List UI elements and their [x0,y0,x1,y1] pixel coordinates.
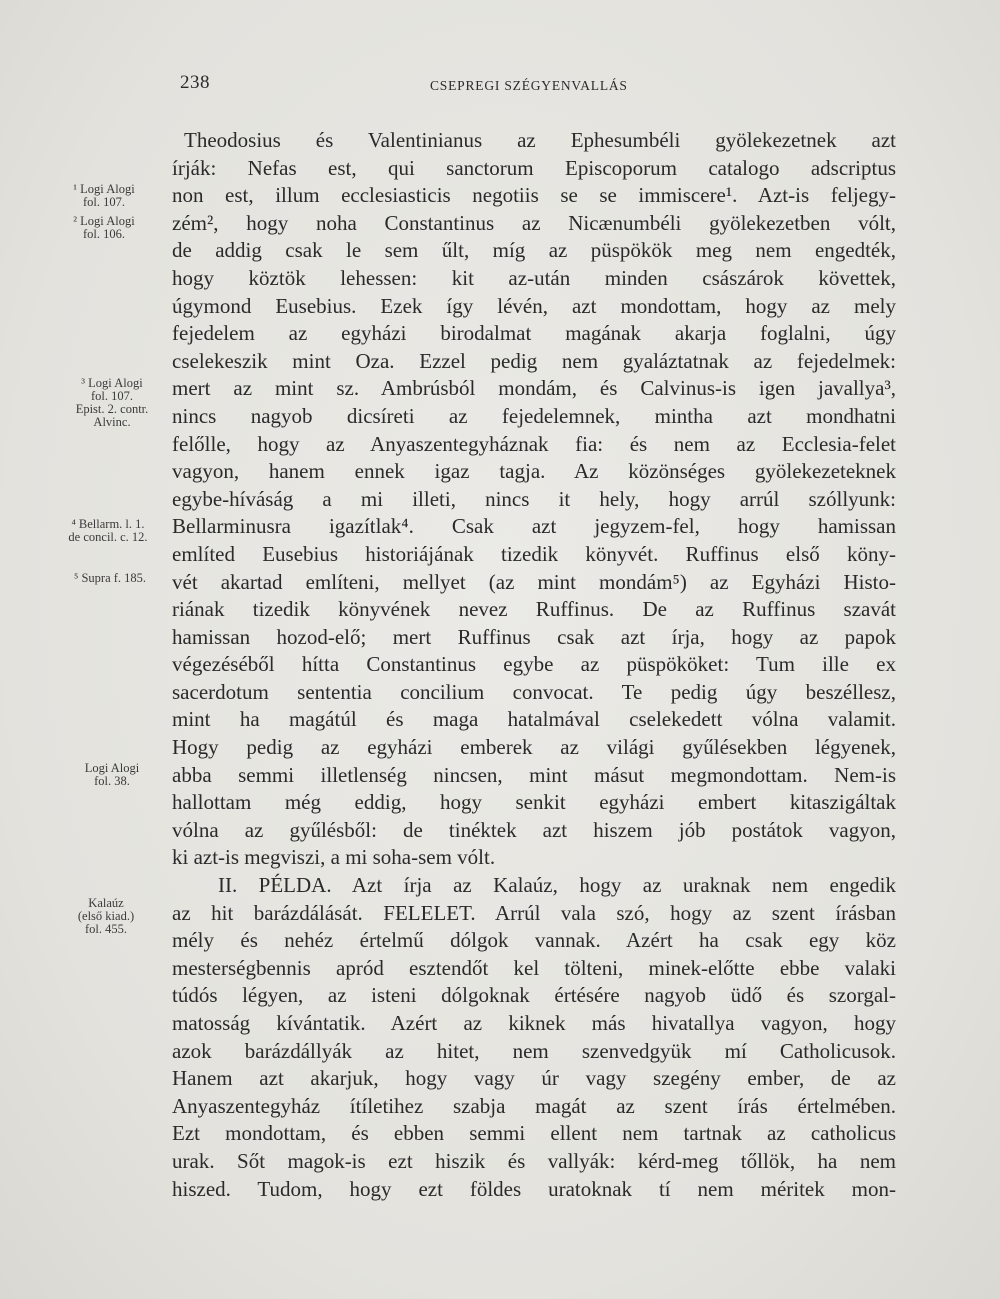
text-line: fejedelem az egyházi birodalmat magának akarja foglalni, úgy [172,321,896,346]
text-line: Hogy pedig az egyházi emberek az világi gyűlésekben légyenek, [172,735,896,760]
text-line: az hit barázdálását. FELELET. Arrúl vala szó, hogy az szent írásban [172,900,896,925]
margin-note-line: (első kiad.) [77,909,135,923]
text-line: mesterségbennis apród esztendőt kel tölteni, minek-előtte ebbe valaki [172,955,896,980]
page-header [180,72,895,96]
text-line: Theodosius és Valentinianus az Ephesumbéli gyölekezetnek azt [184,128,896,152]
margin-note [48,215,160,241]
text-line: egybe-híváság a mi illeti, nincs it hely, hogy arrúl szóllyunk: [172,486,896,511]
text-line: úgymond Eusebius. Ezek így lévén, azt mondottam, hogy az mely [172,293,896,318]
margin-note-line: Kalaúz [88,896,124,910]
text-line: vagyon, hanem ennek igaz tagja. Az közönséges gyölekezeteknek [172,459,896,484]
margin-notes [0,0,172,1299]
text-line: de addig csak le sem űlt, míg az püspökök meg nem engedték, [172,238,896,263]
margin-note-line: Epist. 2. contr. [75,402,149,416]
text-line: urak. Sőt magok-is ezt hiszik és vallyák: kérd-meg tőllök, ha nem [172,1148,896,1173]
margin-note-line: ⁵ Supra f. 185. [73,571,147,585]
text-line: abba semmi illetlenség nincsen, mint másut megmondottam. Nem-is [172,762,896,787]
margin-note [52,518,164,544]
margin-note [50,897,162,936]
text-line: sacerdotum sententia concilium convocat. Te pedig úgy beszéllesz, [172,679,896,704]
text-line: riának tizedik könyvének nevez Ruffinus. De az Ruffinus szavát [172,597,896,622]
margin-note-line: fol. 106. [82,227,125,241]
margin-note-line: ² Logi Alogi [73,214,135,228]
margin-note [56,377,168,429]
text-line: matosság kívántatik. Azért az kiknek más hivatallya vagyon, hogy [172,1011,896,1035]
margin-note [54,572,166,585]
text-line: II. PÉLDA. Azt írja az Kalaúz, hogy az uraknak nem engedik [218,873,896,898]
margin-note-line: fol. 107. [82,195,125,209]
text-line: hallottam még eddig, hogy senkit egyházi embert kitaszigáltak [172,790,896,815]
text-line: zém², hogy noha Constantinus az Nicænumbéli gyölekezetben vólt, [172,210,896,235]
text-line: Anyaszentegyház ítíletihez szabja magát az szent írás értelmében. [172,1093,896,1118]
body-text [172,127,896,1203]
text-line: nincs nagyob dicsíreti az fejedelemnek, mintha azt mondhatni [172,403,896,428]
text-line: vét akartad említeni, mellyet (az mint mondám⁵) az Egyházi Histo- [172,569,896,594]
text-line: felőlle, hogy az Anyaszentegyháznak fia: és nem az Ecclesia-felet [172,431,896,456]
margin-note-line: Alvinc. [93,415,131,429]
text-line: mély és nehéz értelmű dólgok vannak. Azért ha csak egy köz [172,928,896,953]
margin-note-line: fol. 38. [94,774,130,788]
margin-note-line: ³ Logi Alogi [81,376,143,390]
text-line: túdós légyen, az isteni dólgoknak értésére nagyob üdő és szorgal- [172,983,896,1008]
text-line: azok barázdállyák az hitet, nem szenvedgyük mí Catholicusok. [172,1038,896,1063]
margin-note-line: de concil. c. 12. [68,530,148,544]
text-line: említed Eusebius historiájának tizedik könyvét. Ruffinus első köny- [172,541,896,566]
text-line: Ezt mondottam, és ebben semmi ellent nem tartnak az catholicus [172,1121,896,1146]
text-line: Bellarminusra igazítlak⁴. Csak azt jegyzem-fel, hogy hamissan [172,514,896,539]
margin-note-line: fol. 107. [90,389,133,403]
page-number: 238 [180,72,210,93]
text-line: mint ha magátúl és maga hatalmával cselekedett vólna valamit. [172,707,896,732]
text-line: hiszed. Tudom, hogy ezt földes uratoknak tí nem méritek mon- [172,1176,896,1201]
margin-note [48,183,160,209]
text-line: non est, illum ecclesiasticis negotiis se se immiscere¹. Azt-is feljegy- [172,183,896,208]
text-line: hamissan hozod-elő; mert Ruffinus csak azt írja, hogy az papok [172,624,896,649]
margin-note-line: ¹ Logi Alogi [73,182,135,196]
margin-note-line: Logi Alogi [84,761,140,775]
running-head: CSEPREGI SZÉGYENVALLÁS [430,78,628,93]
text-line: Hanem azt akarjuk, hogy vagy úr vagy szegény ember, de az [172,1066,896,1091]
margin-note [56,762,168,788]
text-line: írják: Nefas est, qui sanctorum Episcoporum catalogo adscriptus [172,155,896,180]
text-line: ki azt-is megviszi, a mi soha-sem vólt. [172,845,496,870]
text-line: végezéséből hítta Constantinus egybe az püspököket: Tum ille ex [172,652,896,677]
margin-note-line: ⁴ Bellarm. l. 1. [71,517,145,531]
margin-note-line: fol. 455. [84,922,127,936]
text-line: mert az mint sz. Ambrúsból mondám, és Calvinus-is igen javallya³, [172,376,896,401]
text-line: vólna az gyűlésből: de tinéktek azt hiszem jób postátok vagyon, [172,817,896,842]
text-line: cselekeszik mint Oza. Ezzel pedig nem gyaláztatnak az fejedelmek: [172,348,896,373]
text-line: hogy köztök lehessen: kit az-után minden császárok követtek, [172,265,896,290]
